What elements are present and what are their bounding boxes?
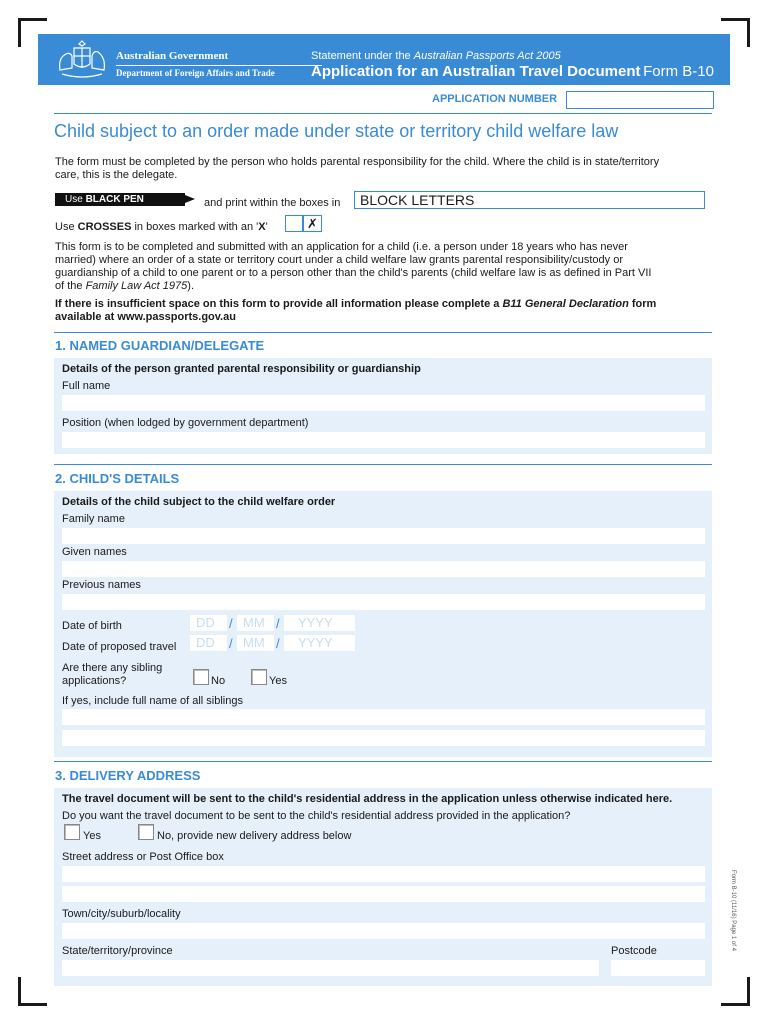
section-3-rule bbox=[54, 761, 712, 762]
delivery-no-label: No, provide new delivery address below bbox=[157, 830, 352, 842]
page-footer-side-text: Form B-10 (11/16) Page 1 of 4 bbox=[730, 870, 736, 951]
family-name-label: Family name bbox=[62, 513, 125, 525]
application-number-label: APPLICATION NUMBER bbox=[432, 93, 558, 105]
section-3-title: 3. DELIVERY ADDRESS bbox=[55, 768, 201, 783]
block-letters-example: BLOCK LETTERS bbox=[354, 191, 705, 209]
sibling-no-label: No bbox=[211, 675, 226, 687]
postcode-field[interactable] bbox=[611, 960, 705, 976]
dob-month-field[interactable]: MM bbox=[237, 615, 274, 631]
intro-line-1: The form must be completed by the person who holds parental responsibility for the child. Where the child is in state/territory bbox=[55, 156, 660, 168]
section-1-rule bbox=[54, 332, 712, 333]
pen-tip-icon bbox=[185, 195, 195, 203]
section-1-title: 1. NAMED GUARDIAN/DELEGATE bbox=[55, 338, 265, 353]
state-label: State/territory/province bbox=[62, 945, 173, 957]
sibling-no-checkbox[interactable] bbox=[193, 669, 209, 685]
section-2-heading: Details of the child subject to the child welfare order bbox=[62, 496, 336, 508]
state-field[interactable] bbox=[62, 960, 599, 976]
street-address-label: Street address or Post Office box bbox=[62, 851, 224, 863]
section-2-title: 2. CHILD'S DETAILS bbox=[55, 471, 180, 486]
black-pen-icon: Use BLACK PEN bbox=[55, 193, 185, 206]
insufficient-space-line-2: available at www.passports.gov.au bbox=[55, 311, 236, 323]
siblings-names-field-1[interactable] bbox=[62, 709, 705, 725]
travel-month-field[interactable]: MM bbox=[237, 635, 274, 651]
travel-year-field[interactable]: YYYY bbox=[284, 635, 355, 651]
date-separator: / bbox=[276, 616, 280, 631]
purpose-line-4: of the Family Law Act 1975). bbox=[55, 280, 195, 292]
previous-names-field[interactable] bbox=[62, 594, 705, 610]
divider bbox=[54, 113, 712, 114]
purpose-line-3: guardianship of a child to one parent or to a person other than the child's parents (child welfare law is as defined in Part VII bbox=[55, 267, 652, 279]
given-names-label: Given names bbox=[62, 546, 127, 558]
delivery-yes-label: Yes bbox=[83, 830, 101, 842]
form-number: Form B-10 bbox=[643, 63, 714, 80]
delivery-no-checkbox[interactable] bbox=[138, 824, 154, 840]
dob-year-field[interactable]: YYYY bbox=[284, 615, 355, 631]
crosses-instruction: Use CROSSES in boxes marked with an 'X' bbox=[55, 221, 268, 233]
town-label: Town/city/suburb/locality bbox=[62, 908, 181, 920]
street-address-field-1[interactable] bbox=[62, 866, 705, 882]
postcode-label: Postcode bbox=[611, 945, 657, 957]
position-field[interactable] bbox=[62, 432, 705, 448]
date-separator: / bbox=[229, 636, 233, 651]
statement-line: Statement under the Australian Passports Act 2005 bbox=[311, 50, 561, 62]
delivery-question: Do you want the travel document to be sent to the child's residential address provided in the application? bbox=[62, 810, 571, 822]
position-label: Position (when lodged by government department) bbox=[62, 417, 309, 429]
section-2-rule bbox=[54, 464, 712, 465]
travel-date-label: Date of proposed travel bbox=[62, 641, 177, 653]
coat-of-arms-icon bbox=[52, 40, 112, 80]
sibling-yes-label: Yes bbox=[269, 675, 287, 687]
crop-mark-bottom-right bbox=[721, 977, 750, 1006]
dob-day-field[interactable]: DD bbox=[190, 615, 227, 631]
form-header bbox=[38, 34, 730, 85]
print-instruction: and print within the boxes in bbox=[204, 197, 341, 209]
purpose-line-1: This form is to be completed and submitted with an application for a child (i.e. a person under 18 years who has never bbox=[55, 241, 628, 253]
gov-name: Australian Government bbox=[116, 50, 229, 62]
department-name: Department of Foreign Affairs and Trade bbox=[116, 68, 275, 78]
siblings-names-field-2[interactable] bbox=[62, 730, 705, 746]
sibling-question-line-2: applications? bbox=[62, 675, 127, 687]
application-title: Application for an Australian Travel Document bbox=[311, 63, 641, 80]
page-title: Child subject to an order made under state or territory child welfare law bbox=[54, 121, 619, 141]
crop-mark-bottom-left bbox=[18, 977, 47, 1006]
siblings-names-label: If yes, include full name of all siblings bbox=[62, 695, 243, 707]
delivery-yes-checkbox[interactable] bbox=[64, 824, 80, 840]
example-empty-box bbox=[285, 215, 303, 232]
date-separator: / bbox=[229, 616, 233, 631]
date-of-birth-label: Date of birth bbox=[62, 620, 122, 632]
example-crossed-box: ✗ bbox=[303, 215, 322, 232]
gov-divider bbox=[116, 65, 322, 66]
section-3-heading: The travel document will be sent to the child's residential address in the application unless otherwise indicated here. bbox=[62, 793, 673, 805]
section-1-heading: Details of the person granted parental responsibility or guardianship bbox=[62, 363, 421, 375]
full-name-label: Full name bbox=[62, 380, 111, 392]
insufficient-space-line-1: If there is insufficient space on this form to provide all information please complete a B11 General Declaration form bbox=[55, 298, 657, 310]
full-name-field[interactable] bbox=[62, 395, 705, 411]
sibling-yes-checkbox[interactable] bbox=[251, 669, 267, 685]
date-separator: / bbox=[276, 636, 280, 651]
travel-day-field[interactable]: DD bbox=[190, 635, 227, 651]
given-names-field[interactable] bbox=[62, 561, 705, 577]
street-address-field-2[interactable] bbox=[62, 886, 705, 902]
application-number-field[interactable] bbox=[566, 91, 714, 109]
town-field[interactable] bbox=[62, 923, 705, 939]
family-name-field[interactable] bbox=[62, 528, 705, 544]
purpose-line-2: married) where an order of a state or territory court under a child welfare law grants parental responsibility/custody or bbox=[55, 254, 623, 266]
previous-names-label: Previous names bbox=[62, 579, 141, 591]
intro-line-2: care, this is the delegate. bbox=[55, 169, 178, 181]
sibling-question-line-1: Are there any sibling bbox=[62, 662, 163, 674]
